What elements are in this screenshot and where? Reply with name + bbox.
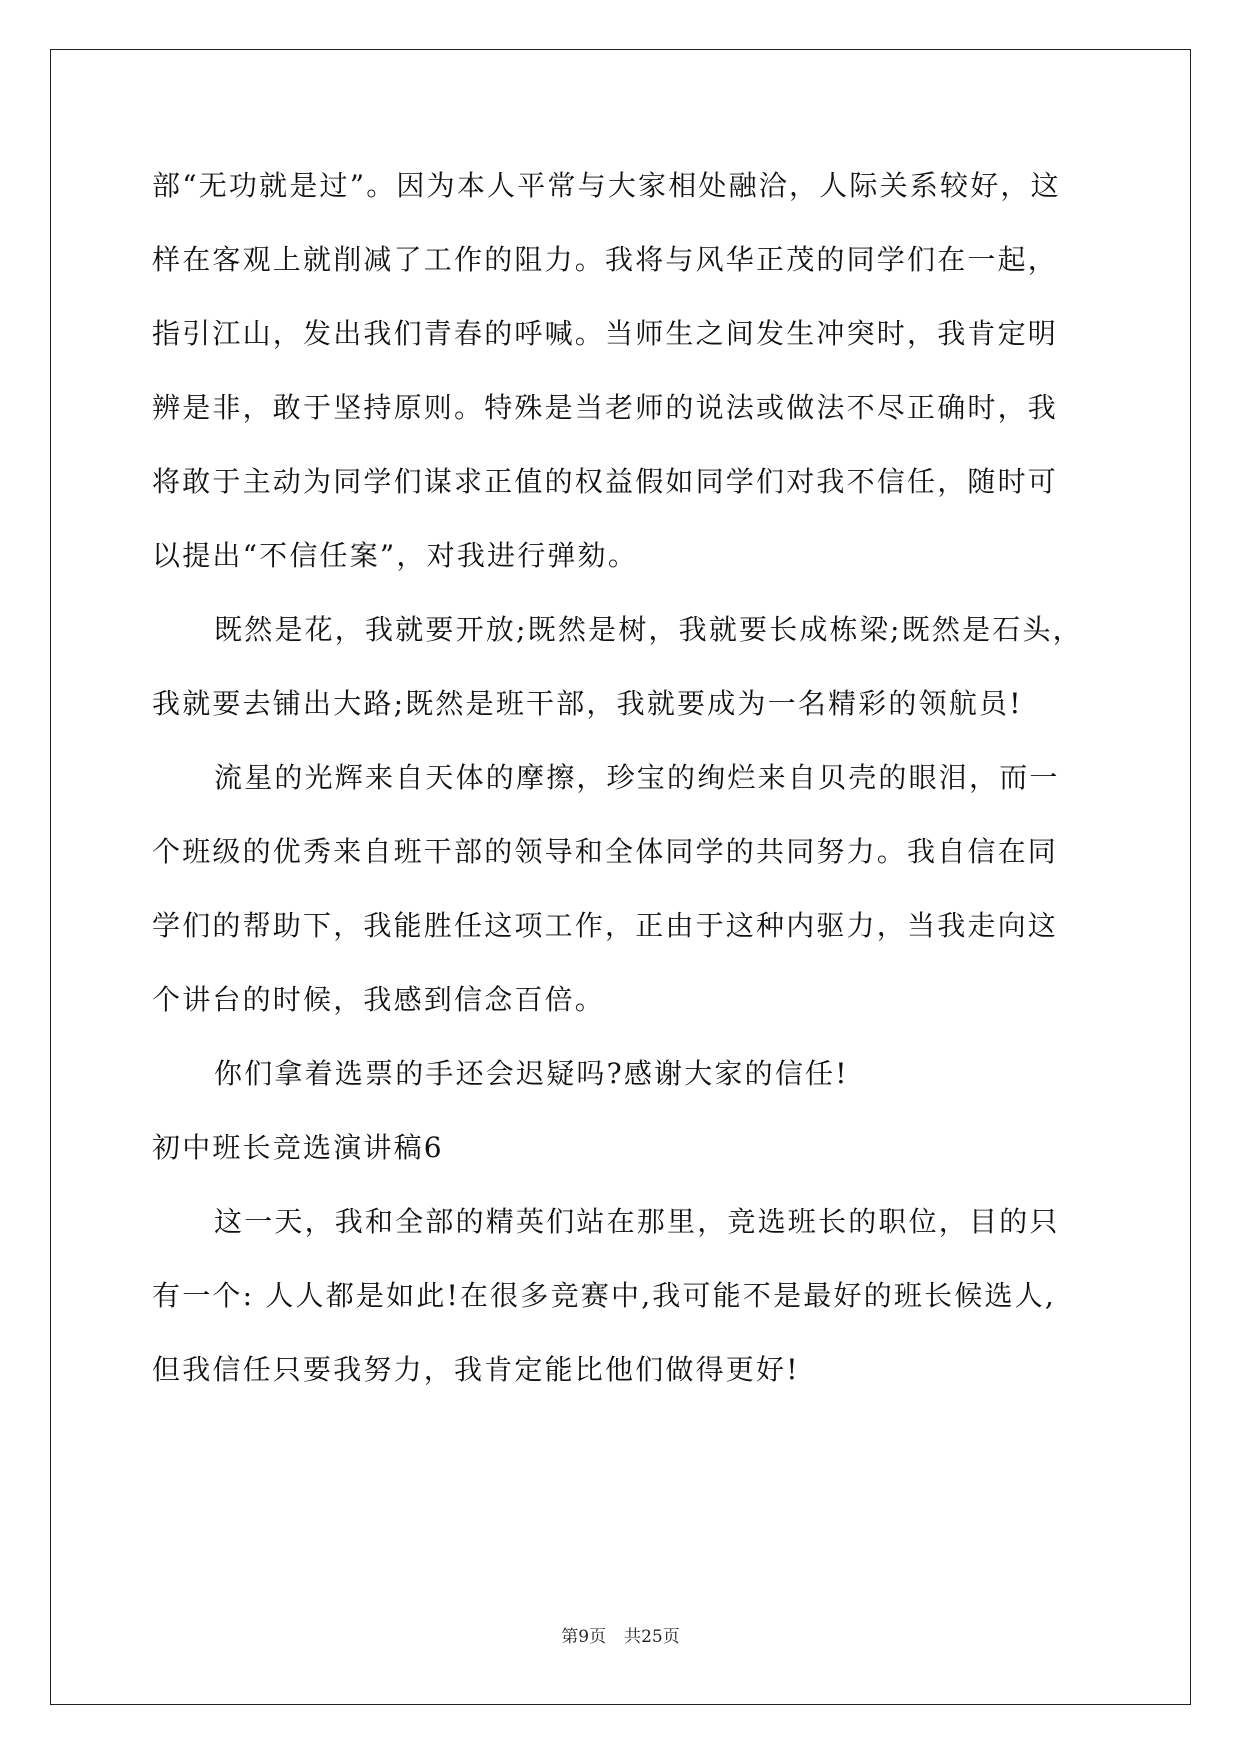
text-line: 我就要去铺出大路;既然是班干部，我就要成为一名精彩的领航员! [152,687,1023,720]
page-footer [0,1626,1241,1648]
paragraph-first-line: 既然是花，我就要开放;既然是树，我就要长成栋梁;既然是石头， [214,613,1083,646]
text-line: 部“无功就是过”。因为本人平常与大家相处融洽，人际关系较好，这 [152,169,1061,202]
text-line: 样在客观上就削减了工作的阻力。我将与风华正茂的同学们在一起， [152,243,1059,276]
paragraph-first-line: 你们拿着选票的手还会迟疑吗?感谢大家的信任! [214,1057,849,1090]
text-line: 指引江山，发出我们青春的呼喊。当师生之间发生冲突时，我肯定明 [152,317,1059,350]
section-heading: 初中班长竞选演讲稿6 [152,1131,444,1164]
text-line: 个班级的优秀来自班干部的领导和全体同学的共同努力。我自信在同 [152,835,1059,868]
text-line: 个讲台的时候，我感到信念百倍。 [152,983,606,1016]
text-line: 学们的帮助下，我能胜任这项工作，正由于这种内驱力，当我走向这 [152,909,1059,942]
paragraph-first-line: 这一天，我和全部的精英们站在那里，竞选班长的职位，目的只 [214,1205,1060,1238]
text-line: 但我信任只要我努力，我肯定能比他们做得更好! [152,1353,800,1386]
text-line: 有一个: 人人都是如此!在很多竞赛中,我可能不是最好的班长候选人, [152,1279,1056,1312]
text-line: 以提出“不信任案”，对我进行弹劾。 [152,539,639,572]
page-total: 共25页 [624,1627,680,1647]
paragraph-first-line: 流星的光辉来自天体的摩擦，珍宝的绚烂来自贝壳的眼泪，而一 [214,761,1060,794]
page-border [50,49,1191,1705]
text-line: 将敢于主动为同学们谋求正值的权益假如同学们对我不信任，随时可 [152,465,1059,498]
text-line: 辨是非，敢于坚持原则。特殊是当老师的说法或做法不尽正确时，我 [152,391,1059,424]
page-number: 第9页 [561,1627,607,1647]
